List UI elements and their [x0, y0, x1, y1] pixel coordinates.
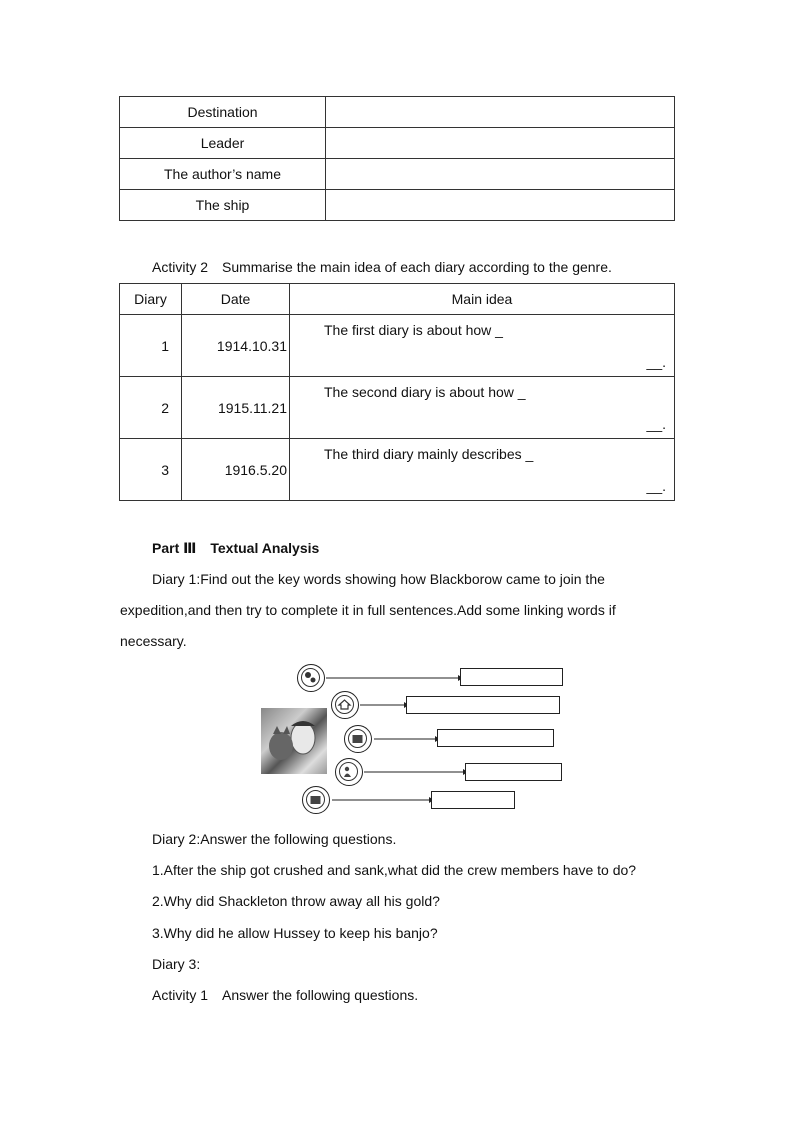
- answer-box[interactable]: [460, 668, 563, 686]
- header-date: Date: [182, 284, 290, 315]
- header-main-idea: Main idea: [290, 284, 675, 315]
- diary2-heading: Diary 2:Answer the following questions.: [152, 831, 397, 847]
- table-label: Destination: [120, 97, 326, 128]
- main-idea-prompt: The first diary is about how _: [324, 322, 503, 338]
- table-row: [120, 315, 675, 377]
- table-label: The ship: [120, 190, 326, 221]
- main-idea-cell[interactable]: [290, 439, 675, 501]
- table-label: Leader: [120, 128, 326, 159]
- home-icon: [331, 691, 359, 719]
- main-idea-end: __.: [646, 354, 666, 370]
- table-value-cell[interactable]: [326, 128, 675, 159]
- table-row: [120, 190, 675, 221]
- table-value-cell[interactable]: [326, 159, 675, 190]
- diary1-instruction: Diary 1:Find out the key words showing how Blackborow came to join the: [152, 571, 605, 587]
- table-value-cell[interactable]: [326, 190, 675, 221]
- answer-box[interactable]: [406, 696, 560, 714]
- main-idea-cell[interactable]: [290, 315, 675, 377]
- main-idea-prompt: The second diary is about how _: [324, 384, 526, 400]
- diary-date: 1916.5.20: [182, 439, 290, 501]
- table-value-cell[interactable]: [326, 97, 675, 128]
- answer-box[interactable]: [431, 791, 515, 809]
- diary1-instruction: necessary.: [120, 633, 187, 649]
- table-row: [120, 377, 675, 439]
- suitcase-icon: [302, 786, 330, 814]
- diary-date: 1914.10.31: [182, 315, 290, 377]
- table-row: [120, 159, 675, 190]
- main-idea-end: __.: [646, 478, 666, 494]
- diary-summary-table: [119, 283, 675, 501]
- diary-number: 3: [120, 439, 182, 501]
- diary-number: 2: [120, 377, 182, 439]
- question-2: 2.Why did Shackleton throw away all his gold?: [152, 893, 440, 909]
- diary-date: 1915.11.21: [182, 377, 290, 439]
- table-label: The author’s name: [120, 159, 326, 190]
- answer-box[interactable]: [465, 763, 562, 781]
- briefcase-icon: [344, 725, 372, 753]
- info-table: [119, 96, 675, 221]
- diary3-heading: Diary 3:: [152, 956, 201, 972]
- main-idea-end: __.: [646, 416, 666, 432]
- gears-icon: [297, 664, 325, 692]
- activity1-title: Activity 1 Answer the following questions.: [152, 987, 419, 1003]
- answer-box[interactable]: [437, 729, 554, 747]
- diary-number: 1: [120, 315, 182, 377]
- table-header-row: [120, 284, 675, 315]
- person-icon: [335, 758, 363, 786]
- question-1: 1.After the ship got crushed and sank,what did the crew members have to do?: [152, 862, 637, 878]
- table-row: [120, 128, 675, 159]
- diary1-instruction: expedition,and then try to complete it in full sentences.Add some linking words if: [120, 602, 616, 618]
- question-3: 3.Why did he allow Hussey to keep his banjo?: [152, 925, 438, 941]
- table-row: [120, 439, 675, 501]
- main-idea-prompt: The third diary mainly describes _: [324, 446, 534, 462]
- part3-heading: Part Ⅲ Textual Analysis: [152, 540, 320, 556]
- activity2-title: Activity 2 Summarise the main idea of each diary according to the genre.: [152, 259, 612, 275]
- header-diary: Diary: [120, 284, 182, 315]
- main-idea-cell[interactable]: [290, 377, 675, 439]
- table-row: [120, 97, 675, 128]
